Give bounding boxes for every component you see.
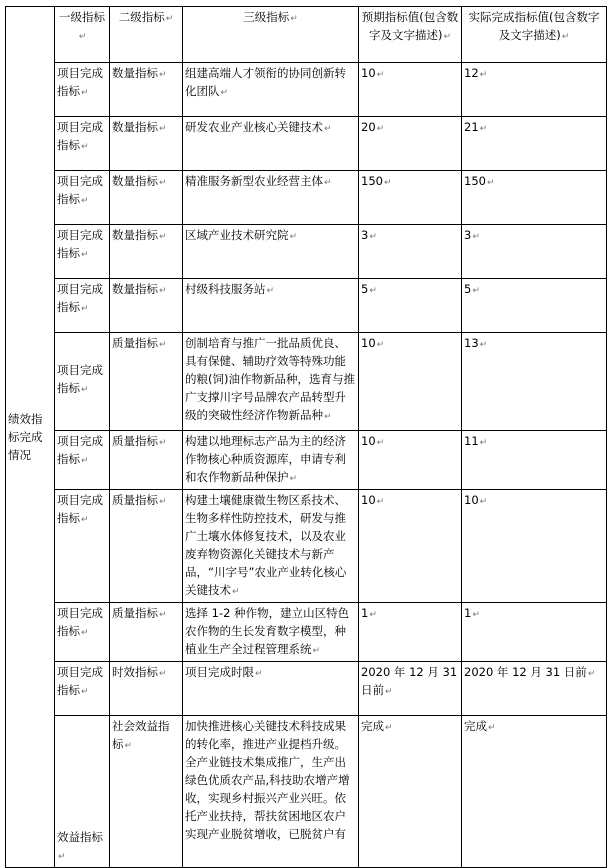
- cell-text: 10: [464, 493, 479, 507]
- table-row: [6, 279, 607, 333]
- return-mark-icon: ↵: [81, 88, 89, 98]
- cell-text: 研发农业产业核心关键技术: [185, 120, 323, 134]
- return-mark-icon: ↵: [266, 286, 275, 296]
- cell-level3: [183, 225, 359, 279]
- cell-text: 5: [361, 282, 369, 296]
- return-mark-icon: ↵: [312, 646, 321, 656]
- cell-text: 项目完成时限: [185, 665, 254, 679]
- cell-text: 10: [361, 336, 376, 350]
- cell-text: 21: [464, 120, 479, 134]
- cell-text: 1: [361, 606, 369, 620]
- return-mark-icon: ↵: [159, 286, 167, 296]
- cell-text: 项目完成指标: [57, 120, 103, 152]
- cell-level1: [55, 279, 110, 333]
- header-level1: [55, 7, 110, 63]
- cell-level3: [183, 117, 359, 171]
- cell-level1: [55, 490, 110, 603]
- cell-expected: [359, 431, 462, 490]
- cell-text: 150: [361, 174, 383, 188]
- table-row: [6, 117, 607, 171]
- return-mark-icon: ↵: [376, 340, 385, 350]
- return-mark-icon: ↵: [443, 32, 452, 42]
- cell-text: 3: [361, 228, 369, 242]
- cell-level2: [110, 431, 183, 490]
- group-col-blank: [6, 7, 55, 868]
- cell-text: 数量指标: [112, 174, 158, 188]
- cell-text: 项目完成指标: [57, 228, 103, 260]
- cell-level3: [183, 63, 359, 117]
- return-mark-icon: ↵: [369, 286, 377, 296]
- cell-text: 项目完成指标: [57, 174, 103, 206]
- return-mark-icon: ↵: [232, 587, 240, 597]
- indicator-table: [5, 6, 607, 868]
- return-mark-icon: ↵: [81, 304, 89, 314]
- return-mark-icon: ↵: [479, 124, 488, 134]
- header-actual-text: 实际完成指标值(包含数字及文字描述): [468, 10, 600, 42]
- return-mark-icon: ↵: [78, 32, 87, 42]
- cell-actual: [462, 225, 607, 279]
- cell-text: 质量指标: [112, 434, 158, 448]
- cell-text: 10: [361, 66, 376, 80]
- cell-level2: [110, 171, 183, 225]
- cell-expected: [359, 662, 462, 716]
- cell-text: 5: [464, 282, 472, 296]
- return-mark-icon: ↵: [289, 232, 298, 242]
- table-row: [6, 225, 607, 279]
- header-level1-text: 一级指标: [59, 10, 105, 24]
- cell-level3: [183, 279, 359, 333]
- return-mark-icon: ↵: [376, 438, 385, 448]
- header-level3-text: 三级指标: [243, 10, 290, 24]
- return-mark-icon: ↵: [479, 70, 488, 80]
- return-mark-icon: ↵: [159, 232, 167, 242]
- cell-level3: [183, 171, 359, 225]
- cell-level1: [55, 431, 110, 490]
- header-expected-text: 预期指标值(包含数字及文字描述): [361, 10, 459, 42]
- table-row: [6, 490, 607, 603]
- header-level2: [110, 7, 183, 63]
- cell-expected: [359, 603, 462, 662]
- return-mark-icon: ↵: [479, 340, 488, 350]
- cell-text: 13: [464, 336, 479, 350]
- cell-text: 10: [361, 434, 376, 448]
- cell-actual: [462, 117, 607, 171]
- cell-text: 项目完成指标: [57, 363, 103, 395]
- return-mark-icon: ↵: [488, 723, 496, 733]
- cell-text: 选择 1-2 种作物，建立山区特色农作物的生长发育数字模型，种植业生产全过程管理系统: [185, 606, 350, 656]
- return-mark-icon: ↵: [159, 438, 167, 448]
- cell-level1: [55, 117, 110, 171]
- cell-actual: [462, 279, 607, 333]
- return-mark-icon: ↵: [385, 723, 393, 733]
- cell-level3: [183, 333, 359, 431]
- cell-expected: [359, 171, 462, 225]
- cell-level1: [55, 225, 110, 279]
- group-label: 绩效指标完成情况: [8, 412, 43, 462]
- cell-text: 组建高端人才领衔的协同创新转化团队: [185, 66, 346, 98]
- cell-text: 项目完成指标: [57, 434, 103, 466]
- return-mark-icon: ↵: [81, 687, 89, 697]
- return-mark-icon: ↵: [165, 14, 174, 24]
- cell-text: 创制培育与推广一批品质优良、具有保健、辅助疗效等特殊功能的粮(饲)油作物新品种，选育与推广支撑川字号品牌农产品转型升级的突破性经济作物新品种: [185, 336, 355, 422]
- cell-level1: [55, 603, 110, 662]
- return-mark-icon: ↵: [376, 70, 385, 80]
- cell-text: 3: [464, 228, 472, 242]
- cell-level3: [183, 662, 359, 716]
- cell-actual: [462, 431, 607, 490]
- header-row: [6, 7, 607, 63]
- cell-level1: [55, 333, 110, 431]
- return-mark-icon: ↵: [290, 14, 298, 24]
- return-mark-icon: ↵: [58, 852, 66, 862]
- return-mark-icon: ↵: [472, 610, 480, 620]
- return-mark-icon: ↵: [479, 497, 488, 507]
- return-mark-icon: ↵: [81, 515, 89, 525]
- return-mark-icon: ↵: [376, 497, 385, 507]
- cell-text: 10: [361, 493, 376, 507]
- cell-text: 质量指标: [112, 336, 158, 350]
- return-mark-icon: ↵: [159, 178, 167, 188]
- return-mark-icon: ↵: [159, 497, 167, 507]
- cell-text: 完成: [464, 719, 487, 733]
- return-mark-icon: ↵: [479, 438, 488, 448]
- cell-text: 项目完成指标: [57, 493, 103, 525]
- cell-text: 构建以地理标志产品为主的经济作物核心种质资源库，申请专利和农作物新品种保护: [185, 434, 346, 484]
- cell-actual: [462, 490, 607, 603]
- cell-text: 数量指标: [112, 282, 158, 296]
- return-mark-icon: ↵: [81, 628, 89, 638]
- cell-level3: [183, 490, 359, 603]
- table-row: [6, 171, 607, 225]
- cell-level2: [110, 490, 183, 603]
- return-mark-icon: ↵: [81, 456, 89, 466]
- return-mark-icon: ↵: [81, 250, 89, 260]
- cell-text: 社会效益指标: [112, 719, 170, 751]
- return-mark-icon: ↵: [159, 340, 167, 350]
- cell-text: 2020 年 12 月 31 日前: [464, 665, 587, 679]
- return-mark-icon: ↵: [81, 142, 89, 152]
- cell-actual: [462, 333, 607, 431]
- cell-level2: [110, 603, 183, 662]
- cell-level2: [110, 117, 183, 171]
- return-mark-icon: ↵: [81, 385, 89, 395]
- cell-level1: [55, 171, 110, 225]
- table-row: [6, 662, 607, 716]
- header-level3: [183, 7, 359, 63]
- return-mark-icon: ↵: [376, 124, 385, 134]
- return-mark-icon: ↵: [472, 232, 480, 242]
- return-mark-icon: ↵: [289, 474, 298, 484]
- cell-text: 项目完成指标: [57, 282, 103, 314]
- table-row: [6, 63, 607, 117]
- return-mark-icon: ↵: [324, 178, 332, 188]
- cell-level1: [55, 662, 110, 716]
- return-mark-icon: ↵: [324, 124, 332, 134]
- cell-expected: [359, 490, 462, 603]
- cell-actual: [462, 171, 607, 225]
- cell-text: 数量指标: [112, 66, 158, 80]
- cell-level1: [55, 63, 110, 117]
- cell-level2: [110, 279, 183, 333]
- cell-level3: [183, 603, 359, 662]
- table-row: [6, 333, 607, 431]
- return-mark-icon: ↵: [159, 124, 167, 134]
- cell-text: 区域产业技术研究院: [185, 228, 289, 242]
- return-mark-icon: ↵: [385, 687, 393, 697]
- return-mark-icon: ↵: [324, 412, 332, 422]
- cell-text: 时效指标: [112, 665, 158, 679]
- return-mark-icon: ↵: [369, 610, 377, 620]
- return-mark-icon: ↵: [383, 178, 392, 188]
- cell-expected: [359, 117, 462, 171]
- cell-actual: [462, 662, 607, 716]
- cell-expected: [359, 279, 462, 333]
- cell-text: 加快推进核心关键技术科技成果的转化率，推进产业提档升级。全产业链技术集成推广，生产出绿色优质农产品,科技助农增产增收，实现乡村振兴产业兴旺。依托产业扶持，帮扶贫困地区农户实现产业脱贫增收，已脱贫户有: [185, 719, 350, 841]
- cell-text: 12: [464, 66, 479, 80]
- return-mark-icon: ↵: [159, 70, 167, 80]
- return-mark-icon: ↵: [220, 88, 229, 98]
- cell-text: 150: [464, 174, 486, 188]
- table-row: [6, 603, 607, 662]
- cell-text: 项目完成指标: [57, 66, 103, 98]
- cell-text: 数量指标: [112, 228, 158, 242]
- return-mark-icon: ↵: [587, 669, 596, 679]
- return-mark-icon: ↵: [159, 669, 167, 679]
- cell-text: 项目完成指标: [57, 665, 103, 697]
- return-mark-icon: ↵: [124, 741, 133, 751]
- return-mark-icon: ↵: [369, 232, 377, 242]
- cell-text: 数量指标: [112, 120, 158, 134]
- cell-level2: [110, 63, 183, 117]
- cell-expected: [359, 225, 462, 279]
- cell-text: 2020 年 12 月 31 日前: [361, 665, 458, 697]
- cell-text: 1: [464, 606, 472, 620]
- return-mark-icon: ↵: [159, 610, 167, 620]
- cell-text: 质量指标: [112, 606, 158, 620]
- cell-level2: [110, 333, 183, 431]
- header-actual: [462, 7, 607, 63]
- cell-text: 村级科技服务站: [185, 282, 266, 296]
- cell-text: 20: [361, 120, 376, 134]
- cell-text: 效益指标: [57, 830, 103, 844]
- cell-level3: [183, 431, 359, 490]
- return-mark-icon: ↵: [472, 286, 480, 296]
- return-mark-icon: ↵: [81, 196, 89, 206]
- return-mark-icon: ↵: [255, 669, 263, 679]
- header-expected: [359, 7, 462, 63]
- cell-text: 构建土壤健康微生物区系技术、生物多样性防控技术，研发与推广土壤水体修复技术，以及农业废弃物资源化关键技术与新产品，“川字号”农业产业转化核心关键技术: [185, 493, 347, 597]
- cell-actual: [462, 603, 607, 662]
- cell-text: 精准服务新型农业经营主体: [185, 174, 323, 188]
- cell-text: 质量指标: [112, 493, 158, 507]
- cell-expected: [359, 333, 462, 431]
- cell-actual: [462, 63, 607, 117]
- cell-text: 11: [464, 434, 479, 448]
- cell-text: 项目完成指标: [57, 606, 103, 638]
- cell-level2: [110, 225, 183, 279]
- cell-expected: [359, 63, 462, 117]
- cell-level2: [110, 662, 183, 716]
- return-mark-icon: ↵: [561, 32, 570, 42]
- table-row: [6, 431, 607, 490]
- return-mark-icon: ↵: [486, 178, 495, 188]
- cell-text: 完成: [361, 719, 384, 733]
- header-level2-text: 二级指标: [118, 10, 165, 24]
